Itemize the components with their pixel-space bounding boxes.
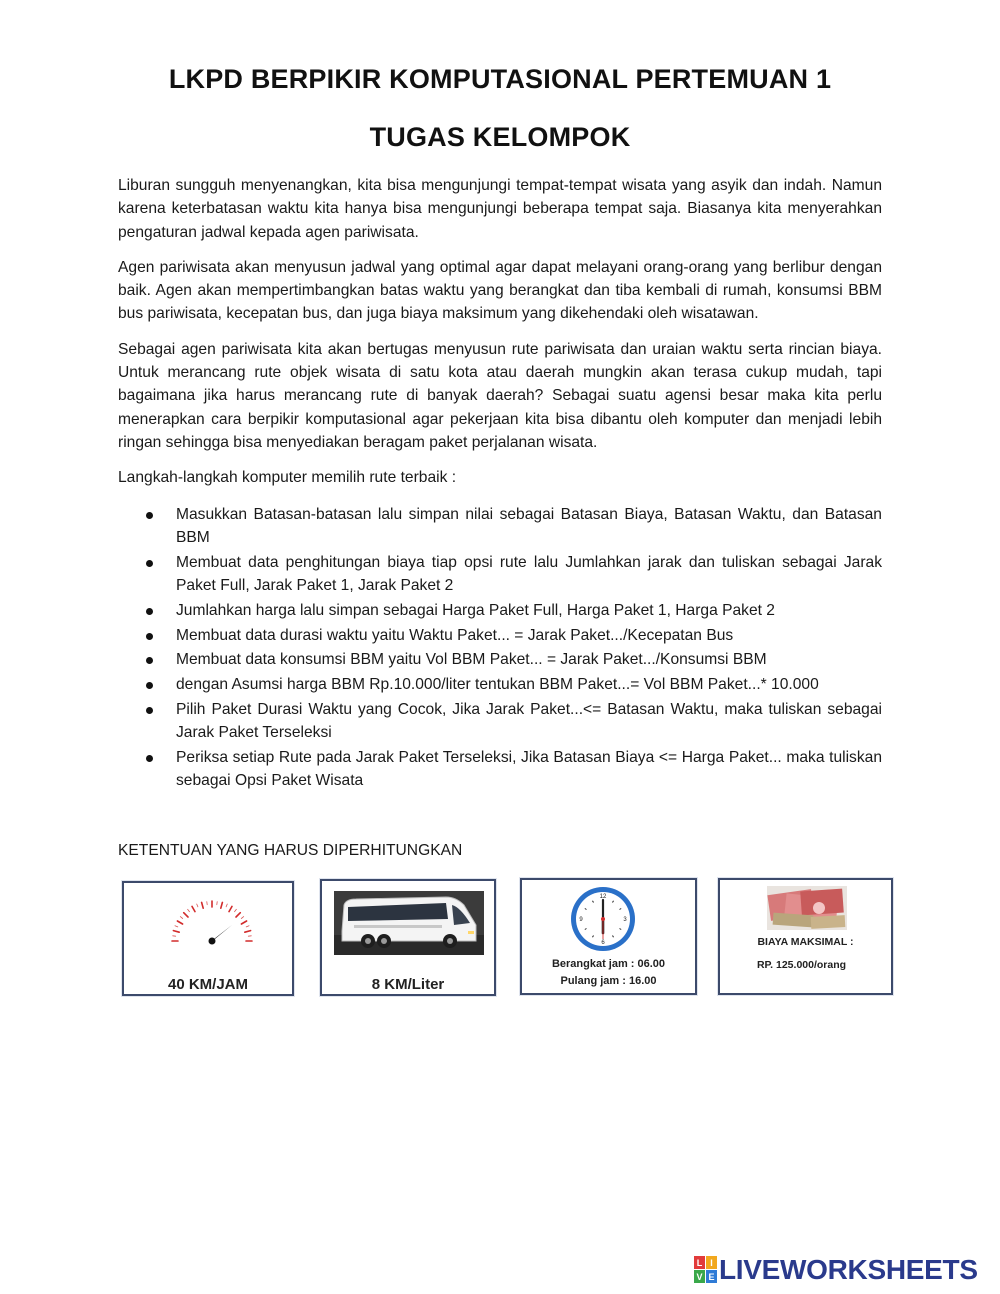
liveworksheets-logo-icon <box>694 1256 718 1284</box>
list-item: Periksa setiap Rute pada Jarak Paket Terseleksi, Jika Batasan Biaya <= Harga Paket... maka tuliskan sebagai Opsi Paket Wisata <box>118 746 882 793</box>
constraints-heading: KETENTUAN YANG HARUS DIPERHITUNGKAN <box>118 842 463 859</box>
steps-intro: Langkah-langkah komputer memilih rute terbaik : <box>118 469 457 487</box>
worksheet-body <box>118 174 882 806</box>
svg-text:3: 3 <box>623 917 627 923</box>
paragraph-task: Sebagai agen pariwisata kita akan bertugas menyusun rute pariwisata dan uraian waktu serta rincian biaya. Untuk merancang rute objek wisata di satu kota atau daerah mungkin akan terasa cukup mudah, tapi bagaimana jika harus merancang rute di banyak daerah? Sebagai suatu agensi besar maka kita perlu menerapkan cara berpikir komputasional agar pekerjaan kita bisa dibantu oleh komputer dan menjadi lebih ringan sehingga bisa menyediakan beragam paket perjalanan wisata. <box>118 340 882 451</box>
bus-icon <box>334 891 484 955</box>
bullet-icon <box>146 633 153 640</box>
list-item: Jumlahkan harga lalu simpan sebagai Harga Paket Full, Harga Paket 1, Harga Paket 2 <box>118 599 882 622</box>
list-item: Pilih Paket Durasi Waktu yang Cocok, Jika Jarak Paket...<= Batasan Waktu, maka tuliskan sebagai Jarak Paket Terseleksi <box>118 698 882 745</box>
steps-list <box>118 503 882 793</box>
depart-time: Berangkat jam : 06.00 <box>551 958 666 970</box>
svg-text:6: 6 <box>601 940 605 946</box>
fuel-card <box>320 879 496 996</box>
svg-text:12: 12 <box>599 894 607 900</box>
list-item: Masukkan Batasan-batasan lalu simpan nilai sebagai Batasan Biaya, Batasan Waktu, dan Batasan BBM <box>118 503 882 550</box>
list-item: Membuat data durasi waktu yaitu Waktu Paket... = Jarak Paket.../Kecepatan Bus <box>118 624 882 647</box>
svg-text:L: L <box>696 1258 703 1268</box>
bullet-icon <box>146 682 153 689</box>
brand-wordmark: LIVEWORKSHEETS <box>719 1254 978 1285</box>
speed-card <box>122 881 294 996</box>
list-item: dengan Asumsi harga BBM Rp.10.000/liter tentukan BBM Paket...= Vol BBM Paket...* 10.000 <box>118 673 882 696</box>
return-time: Pulang jam : 16.00 <box>560 975 657 987</box>
speed-label: 40 KM/JAM <box>167 976 249 993</box>
svg-text:V: V <box>696 1272 703 1282</box>
clock-icon <box>569 885 637 953</box>
svg-text:I: I <box>710 1258 713 1268</box>
bullet-icon <box>146 755 153 762</box>
bullet-icon <box>146 512 153 519</box>
list-item: Membuat data konsumsi BBM yaitu Vol BBM Paket... = Jarak Paket.../Konsumsi BBM <box>118 648 882 671</box>
bullet-icon <box>146 657 153 664</box>
list-item: Membuat data penghitungan biaya tiap opsi rute lalu Jumlahkan jarak dan tuliskan sebagai Jarak Paket Full, Jarak Paket 1, Jarak Paket 2 <box>118 551 882 598</box>
page-title: LKPD BERPIKIR KOMPUTASIONAL PERTEMUAN 1 <box>168 64 832 94</box>
time-card <box>520 878 697 995</box>
paragraph-agent: Agen pariwisata akan menyusun jadwal yang optimal agar dapat melayani orang-orang yang berlibur dengan baik. Agen akan mempertimbangkan batas waktu yang berangkat dan tiba kembali di rumah, konsumsi BBM bus pariwisata, kecepatan bus, dan juga biaya maksimum yang dikehendaki oleh wisatawan. <box>118 258 882 323</box>
fuel-label: 8 KM/Liter <box>371 976 445 993</box>
bullet-icon <box>146 707 153 714</box>
money-icon <box>767 886 847 930</box>
budget-card <box>718 878 893 995</box>
paragraph-intro: Liburan sungguh menyenangkan, kita bisa mengunjungi tempat-tempat wisata yang asyik dan indah. Namun karena keterbatasan waktu kita hanya bisa mengunjungi beberapa tempat saja. Biasanya kita menyerahkan pengaturan jadwal kepada agen pariwisata. <box>118 177 882 241</box>
liveworksheets-logo <box>694 1253 978 1287</box>
budget-title: BIAYA MAKSIMAL : <box>757 936 854 948</box>
speedometer-icon <box>162 891 262 951</box>
svg-text:E: E <box>708 1272 715 1282</box>
budget-value: RP. 125.000/orang <box>756 959 847 971</box>
svg-text:9: 9 <box>579 917 583 923</box>
page-subtitle: TUGAS KELOMPOK <box>369 122 631 152</box>
bullet-icon <box>146 608 153 615</box>
bullet-icon <box>146 560 153 567</box>
